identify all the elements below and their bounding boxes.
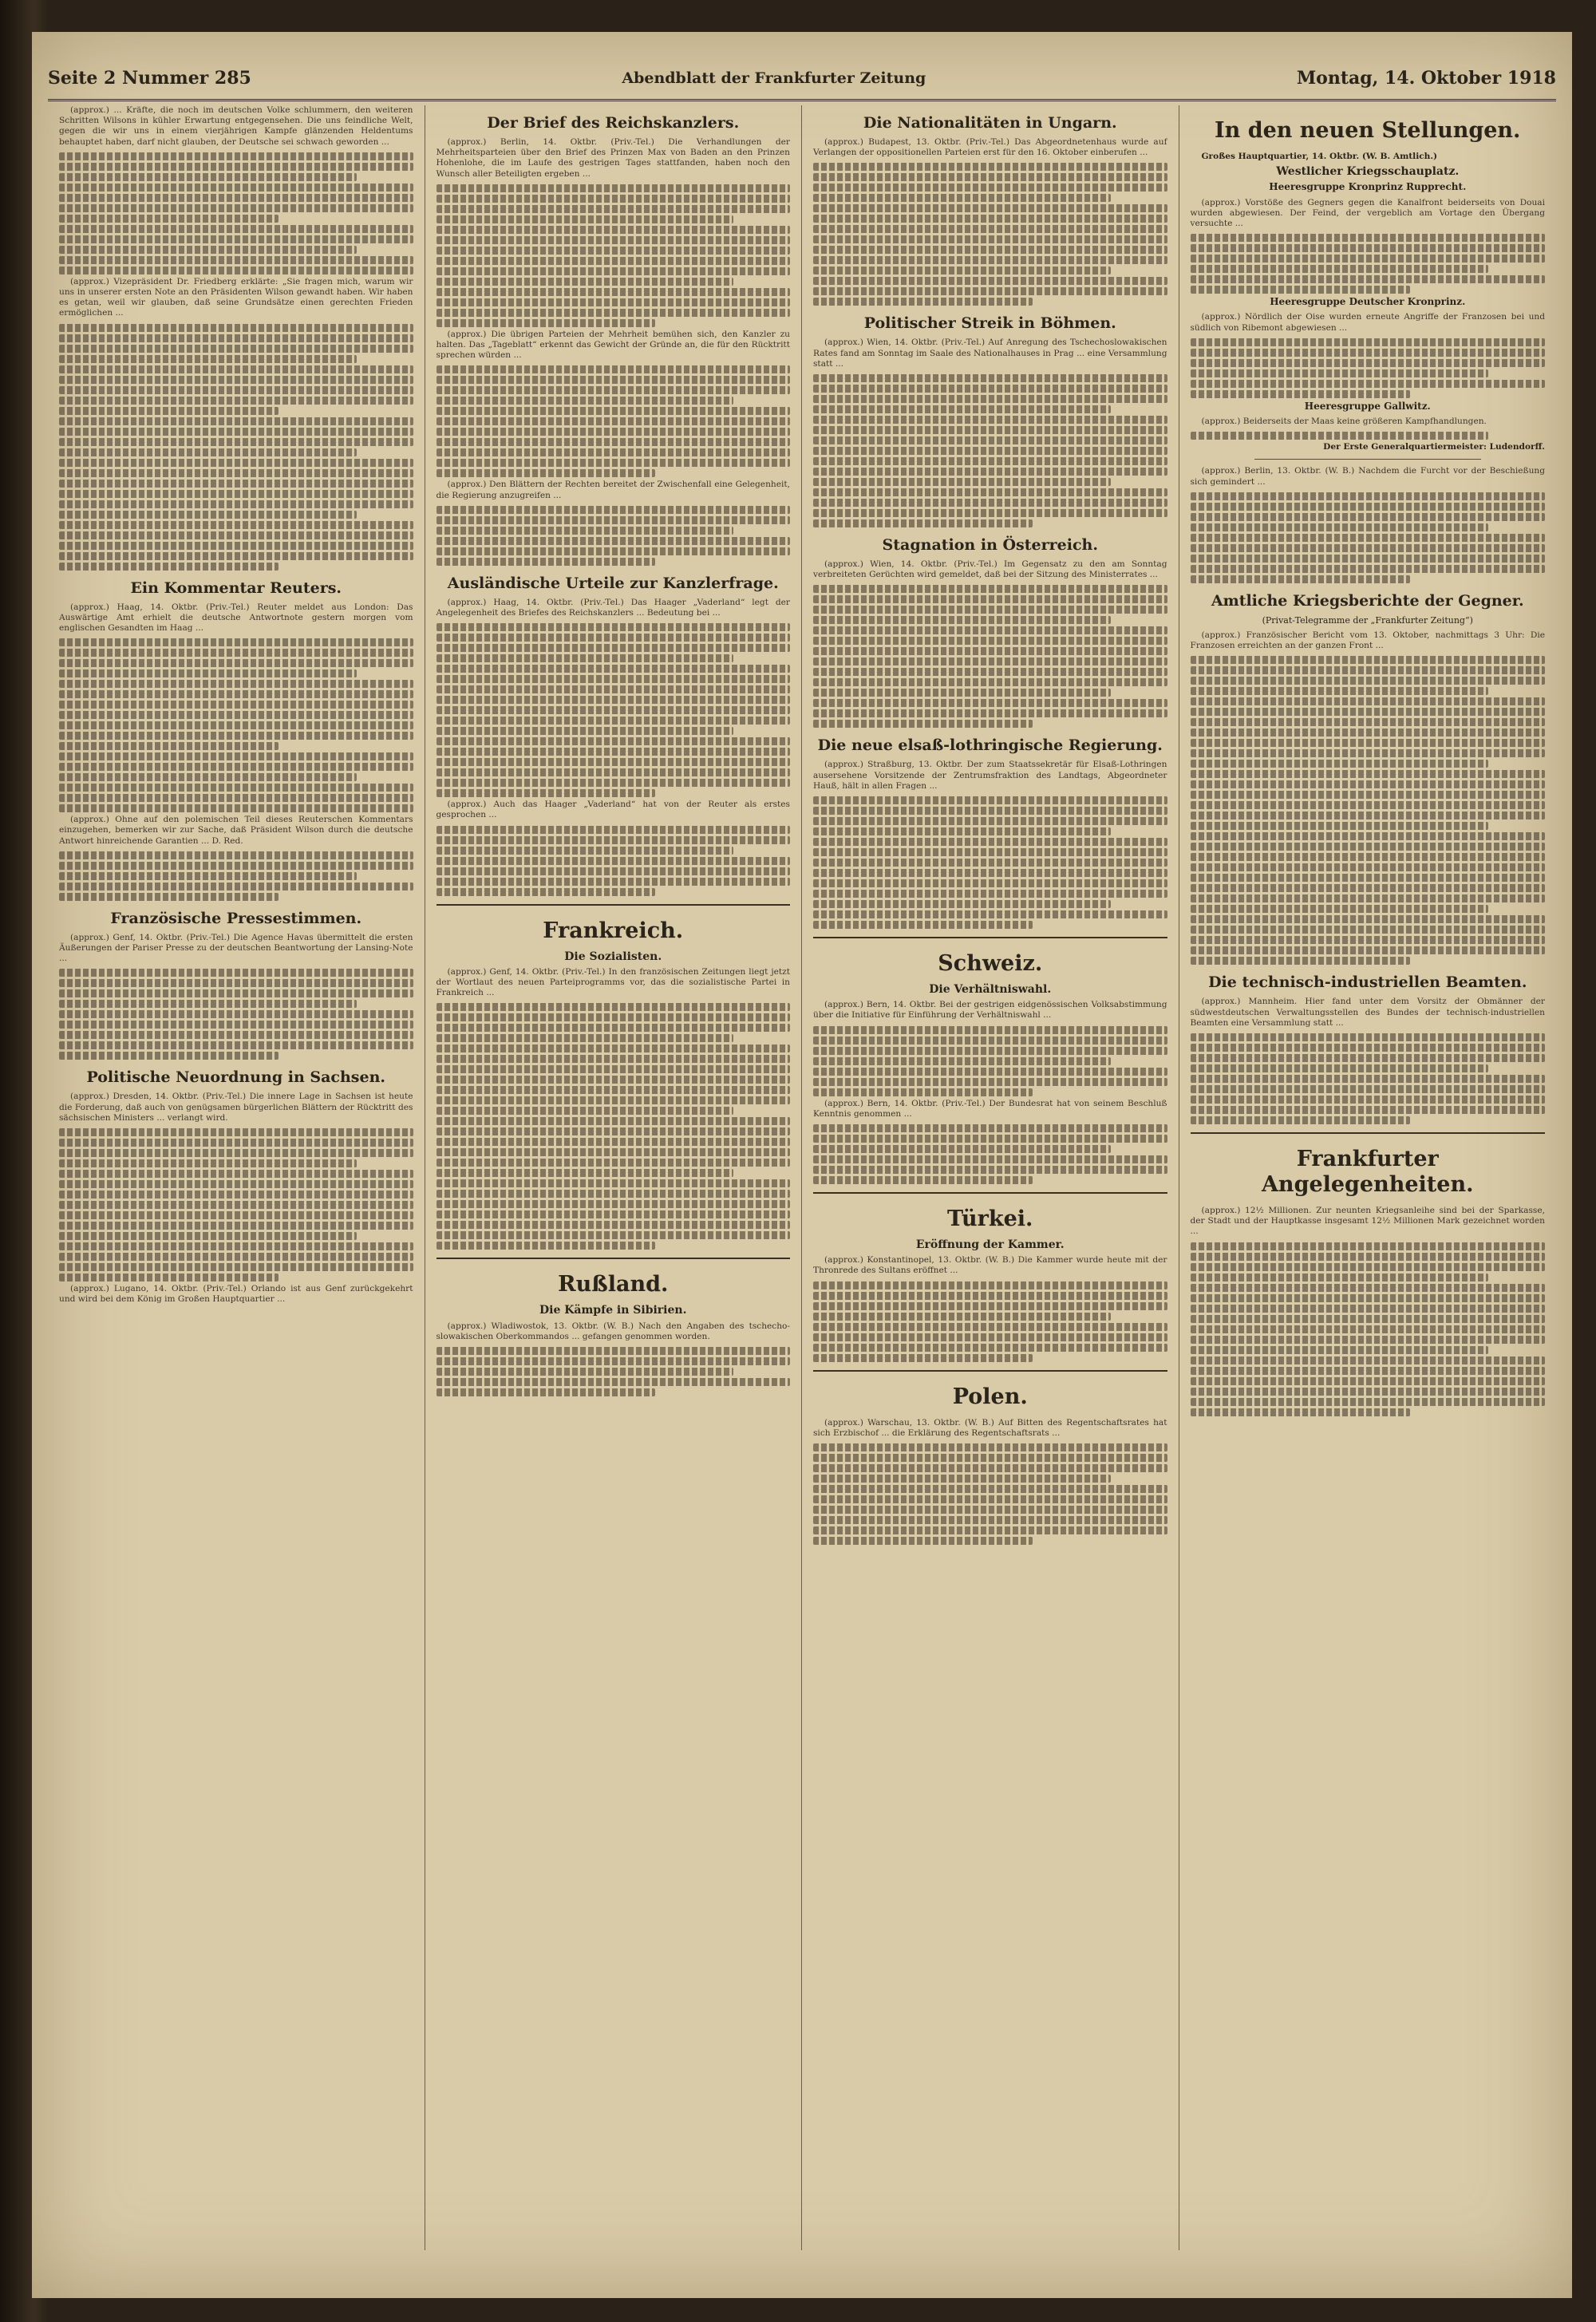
headline-sachsen: Politische Neuordnung in Sachsen. bbox=[86, 1068, 386, 1087]
headline-russland: Rußland. bbox=[558, 1272, 669, 1297]
headline-polen: Polen. bbox=[952, 1384, 1028, 1409]
headline-tuerkei: Türkei. bbox=[947, 1206, 1033, 1232]
section-divider bbox=[813, 1370, 1167, 1372]
section-divider bbox=[1191, 1132, 1546, 1134]
headline-neue-stellungen: In den neuen Stellungen. bbox=[1215, 118, 1521, 143]
subhead-privat-telegramme: (Privat-Telegramme der „Frankfurter Zeitung“) bbox=[1262, 614, 1473, 626]
article-west: (approx.) Vorstöße des Gegners gegen die Kanalfront beiderseits von Douai wurden abgewiesen. Der Feind, der vergeblich am Vortage den Übergang versuchte ... bbox=[1190, 197, 1545, 229]
columns bbox=[48, 105, 1556, 2250]
headline-reuters: Ein Kommentar Reuters. bbox=[130, 579, 342, 597]
article-sachsen: (approx.) Dresden, 14. Oktbr. (Priv.-Tel.) Die innere Lage in Sachsen ist heute die Forderung, daß auch von genügsamen bürgerlichen Blättern der Rücktritt des sächsischen Ministers ... verlangt wird. bbox=[59, 1092, 413, 1123]
subhead-heeresgruppe-rupprecht: Heeresgruppe Kronprinz Rupprecht. bbox=[1269, 181, 1467, 193]
headline-frankreich: Frankreich. bbox=[543, 918, 684, 943]
column-1 bbox=[48, 105, 425, 2250]
masthead bbox=[48, 62, 1556, 101]
hq-dateline: Großes Hauptquartier, 14. Oktbr. (W. B. Amtlich.) bbox=[1201, 152, 1438, 161]
headline-auslaendische-urteile: Ausländische Urteile zur Kanzlerfrage. bbox=[447, 574, 779, 592]
article-speech: (approx.) Vizepräsident Dr. Friedberg erklärte: „Sie fragen mich, warum wir uns in unserer ersten Note an den Präsidenten Wilson gewandt haben. Wir haben es getan, weil wir glauben, daß seine Grundsätze einen gerechten Frieden ermöglichen ... bbox=[59, 276, 413, 318]
article-beamten: (approx.) Mannheim. Hier fand unter dem Vorsitz der Obmänner der südwestdeutschen Verwaltungsstellen des Bundes der technisch-industriellen Beamten eine Versammlung statt ... bbox=[1190, 997, 1545, 1028]
masthead-left: Seite 2 Nummer 285 bbox=[48, 68, 251, 89]
subhead-sozialisten: Die Sozialisten. bbox=[564, 950, 662, 963]
article-reuters: (approx.) Haag, 14. Oktbr. (Priv.-Tel.) Reuter meldet aus London: Das Auswärtige Amt erhielt die deutsche Antwortnote gestern morgen vom englischen Gesandten im Haag ... bbox=[59, 602, 413, 634]
article-rechte: (approx.) Den Blättern der Rechten bereitet der Zwischenfall eine Gelegenheit, die Regierung anzugreifen ... bbox=[436, 480, 790, 500]
article-boehmen: (approx.) Wien, 14. Oktbr. (Priv.-Tel.) Auf Anregung des Tschechoslowakischen Rates fand am Sonntag im Saale des Nationalhauses in Prag ... eine Versammlung statt ... bbox=[813, 338, 1167, 369]
article-elsass: (approx.) Straßburg, 13. Oktbr. Der zum Staatssekretär für Elsaß-Lothringen ausersehene Vorsitzende der Zentrumsfraktion des Landtags, Abgeordneter Hauß, hält in allen Fragen ... bbox=[813, 760, 1167, 791]
section-divider bbox=[813, 1192, 1167, 1194]
headline-pressestimmen: Französische Pressestimmen. bbox=[110, 909, 362, 927]
subhead-verhaeltniswahl: Die Verhältniswahl. bbox=[929, 983, 1052, 997]
masthead-date: Montag, 14. Oktober 1918 bbox=[1296, 68, 1556, 89]
headline-elsass-lothringen: Die neue elsaß-lothringische Regierung. bbox=[817, 736, 1163, 755]
signature-ludendorff: Der Erste Generalquartiermeister: Ludendorff. bbox=[1323, 442, 1545, 452]
article-schweiz: (approx.) Bern, 14. Oktbr. Bei der gestrigen eidgenössischen Volksabstimmung über die Initiative für Einführung der Verhältniswahl ... bbox=[813, 1000, 1167, 1021]
article-vaderland: (approx.) Auch das Haager „Vaderland“ hat von der Reuter als erstes gesprochen ... bbox=[436, 800, 790, 820]
article-schweiz-bundesrat: (approx.) Bern, 14. Oktbr. (Priv.-Tel.) Der Bundesrat hat von seinem Beschluß Kenntnis genommen ... bbox=[813, 1098, 1167, 1119]
subhead-heeresgruppe-kronprinz: Heeresgruppe Deutscher Kronprinz. bbox=[1270, 296, 1466, 308]
article-frankfurt: (approx.) 12½ Millionen. Zur neunten Kriegsanleihe sind bei der Sparkasse, der Stadt und der Hauptkasse insgesamt 12½ Millionen Mark gezeichnet worden ... bbox=[1190, 1206, 1545, 1237]
article-berlin: (approx.) Berlin, 13. Oktbr. (W. B.) Nachdem die Furcht vor der Beschießung sich gemindert ... bbox=[1190, 466, 1545, 487]
article-brief: (approx.) Berlin, 14. Oktbr. (Priv.-Tel.) Die Verhandlungen der Mehrheitsparteien über den Brief des Prinzen Max von Baden an den Prinzen Hohenlohe, die im Laufe des gestrigen Tages stattfanden, haben noch den Wunsch aller Beteiligten ergeben ... bbox=[436, 137, 790, 179]
headline-technisch-industrielle-beamte: Die technisch-industriellen Beamten. bbox=[1208, 973, 1527, 992]
article-tuerkei: (approx.) Konstantinopel, 13. Oktbr. (W. B.) Die Kammer wurde heute mit der Thronrede des Sultans eröffnet ... bbox=[813, 1255, 1167, 1276]
article-ungarn: (approx.) Budapest, 13. Oktbr. (Priv.-Tel.) Das Abgeordnetenhaus wurde auf Verlangen der oppositionellen Parteien erst für den 16. Oktober einberufen ... bbox=[813, 137, 1167, 158]
headline-streik-boehmen: Politischer Streik in Böhmen. bbox=[863, 314, 1116, 333]
article-west-2: (approx.) Nördlich der Oise wurden erneute Angriffe der Franzosen bei und südlich von Ribemont abgewiesen ... bbox=[1190, 312, 1545, 333]
article-urteile: (approx.) Haag, 14. Oktbr. (Priv.-Tel.) Das Haager „Vaderland“ legt der Angelegenheit des Briefes des Reichskanzlers ... Bedeutung bei ... bbox=[436, 597, 790, 618]
section-divider bbox=[437, 1258, 791, 1259]
subhead-sibirien: Die Kämpfe in Sibirien. bbox=[539, 1304, 687, 1317]
article-redaktion: (approx.) Ohne auf den polemischen Teil dieses Reuterschen Kommentars einzugehen, bemerken wir zur Sache, daß Präsident Wilson durch die deutsche Antwort hinreichende Garantien ... D. Red. bbox=[59, 815, 413, 846]
headline-kriegsberichte-gegner: Amtliche Kriegsberichte der Gegner. bbox=[1211, 591, 1524, 610]
article-sozialisten: (approx.) Genf, 14. Oktbr. (Priv.-Tel.) In den französischen Zeitungen liegt jetzt der Wortlaut des neuen Parteiprogramms vor, das die sozialistische Partei in Frankreich ... bbox=[436, 966, 790, 998]
subhead-heeresgruppe-gallwitz: Heeresgruppe Gallwitz. bbox=[1304, 400, 1431, 412]
article-oesterreich: (approx.) Wien, 14. Oktbr. (Priv.-Tel.) Im Gegensatz zu den am Sonntag verbreiteten Gerüchten wird gemeldet, daß bei der Sitzung des Ministerrates ... bbox=[813, 559, 1167, 580]
subhead-westlicher-kriegsschauplatz: Westlicher Kriegsschauplatz. bbox=[1276, 165, 1460, 179]
masthead-title: Abendblatt der Frankfurter Zeitung bbox=[622, 69, 926, 87]
headline-brief-reichskanzler: Der Brief des Reichskanzlers. bbox=[487, 114, 740, 132]
article-presse: (approx.) Genf, 14. Oktbr. (Priv.-Tel.) Die Agence Havas übermittelt die ersten Äußerungen der Pariser Presse zu der deutschen Beantwortung der Lansing-Note ... bbox=[59, 932, 413, 964]
newspaper-page bbox=[32, 32, 1572, 2298]
article-intro: (approx.) ... Kräfte, die noch im deutschen Volke schlummern, den weiteren Schritten Wilsons in kühler Erwartung entgegensehen. Die uns feindliche Welt, gegen die wir uns in einem vierjährigen Kampfe glänzenden Heldentums behauptet haben, darf nicht glauben, der Deutsche sei schwach geworden ... bbox=[59, 105, 413, 147]
column-2 bbox=[425, 105, 803, 2250]
article-tageblatt: (approx.) Die übrigen Parteien der Mehrheit bemühen sich, den Kanzler zu halten. Das „Tageblatt“ erkennt das Gewicht der Gründe an, die für den Rücktritt sprechen würden ... bbox=[436, 329, 790, 361]
subhead-kammer: Eröffnung der Kammer. bbox=[915, 1238, 1065, 1252]
article-west-3: (approx.) Beiderseits der Maas keine größeren Kampfhandlungen. bbox=[1201, 417, 1487, 427]
section-divider bbox=[813, 937, 1167, 938]
headline-nationalitaeten-ungarn: Die Nationalitäten in Ungarn. bbox=[863, 114, 1117, 132]
column-3 bbox=[802, 105, 1179, 2250]
article-polen: (approx.) Warschau, 13. Oktbr. (W. B.) Auf Bitten des Regentschaftsrates hat sich Erzbischof ... die Erklärung des Regentschaftsrats ... bbox=[813, 1417, 1167, 1438]
section-divider bbox=[1254, 459, 1482, 460]
article-gegner: (approx.) Französischer Bericht vom 13. Oktober, nachmittags 3 Uhr: Die Franzosen erreichten an der ganzen Front ... bbox=[1190, 630, 1545, 651]
section-divider bbox=[437, 904, 791, 906]
article-lugano: (approx.) Lugano, 14. Oktbr. (Priv.-Tel.) Orlando ist aus Genf zurückgekehrt und wird bei dem König im Großen Hauptquartier ... bbox=[59, 1284, 413, 1305]
article-sibirien: (approx.) Wladiwostok, 13. Oktbr. (W. B.) Nach den Angaben des tschecho-slowakischen Oberkommandos ... gefangen genommen worden. bbox=[436, 1321, 790, 1341]
headline-schweiz: Schweiz. bbox=[938, 951, 1043, 977]
column-4 bbox=[1179, 105, 1557, 2250]
headline-stagnation-oesterreich: Stagnation in Österreich. bbox=[882, 536, 1098, 555]
headline-frankfurter-angelegenheiten: Frankfurter Angelegenheiten. bbox=[1261, 1147, 1474, 1198]
